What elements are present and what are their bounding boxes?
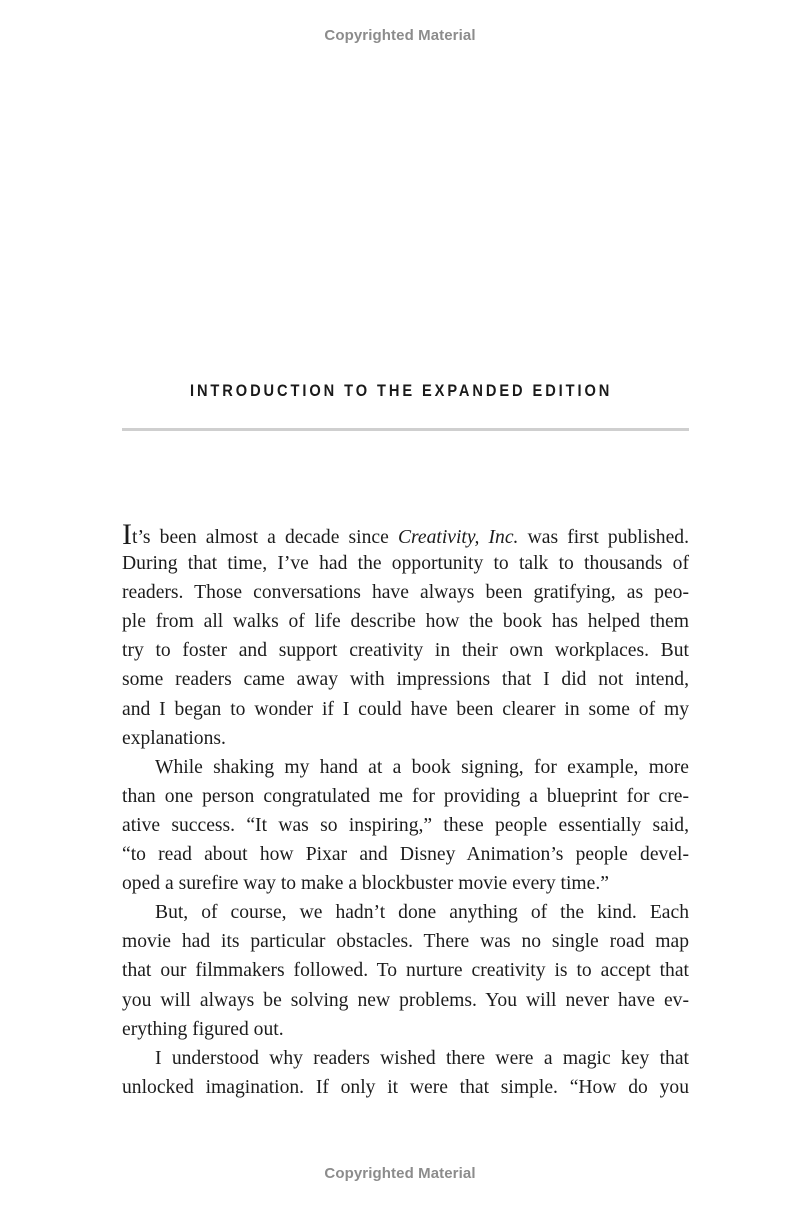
paragraph-1-line: ple from all walks of life describe how the book has helped them: [122, 611, 689, 633]
paragraph-1-line-1-end: was first published.: [518, 527, 690, 548]
paragraph-4-line: unlocked imagination. If only it were that simple. “How do you: [122, 1076, 689, 1098]
body-text: [122, 520, 689, 1102]
paragraph-1-line: readers. Those conversations have always been gratifying, as peo-: [122, 582, 689, 604]
paragraph-2-line: than one person congratulated me for providing a blueprint for cre-: [122, 785, 689, 807]
copyright-watermark-top: Copyrighted Material: [324, 27, 476, 44]
chapter-title: INTRODUCTION TO THE EXPANDED EDITION: [189, 381, 613, 400]
paragraph-2-line: ative success. “It was so inspiring,” these people essentially said,: [122, 814, 689, 836]
paragraph-3-line: But, of course, we hadn’t done anything of the kind. Each: [155, 902, 689, 924]
paragraph-1-line: During that time, I’ve had the opportunity to talk to thousands of: [122, 553, 689, 575]
copyright-watermark-bottom: Copyrighted Material: [324, 1165, 476, 1182]
paragraph-3-line: erything figured out.: [122, 1018, 284, 1040]
heading-divider: [122, 428, 689, 431]
paragraph-1-line: try to foster and support creativity in their own workplaces. But: [122, 640, 689, 662]
paragraph-2-line: oped a surefire way to make a blockbuster movie every time.”: [122, 873, 609, 895]
paragraph-4-line: I understood why readers wished there were a magic key that: [155, 1047, 689, 1069]
paragraph-3-line: that our filmmakers followed. To nurture creativity is to accept that: [122, 960, 689, 982]
paragraph-1-line-1-start: t’s been almost a decade since: [132, 527, 398, 548]
paragraph-2-line: “to read about how Pixar and Disney Animation’s people devel-: [122, 844, 689, 866]
paragraph-1-line: some readers came away with impressions that I did not intend,: [122, 669, 689, 691]
paragraph-1-line: explanations.: [122, 727, 226, 749]
paragraph-2-line: While shaking my hand at a book signing, for example, more: [155, 756, 689, 778]
drop-cap: I: [122, 518, 132, 551]
paragraph-1-line-1: [122, 520, 689, 549]
book-title: Creativity, Inc.: [397, 527, 519, 548]
paragraph-3-line: movie had its particular obstacles. There was no single road map: [122, 931, 689, 953]
paragraph-3-line: you will always be solving new problems. You will never have ev-: [122, 989, 689, 1011]
paragraph-1-line: and I began to wonder if I could have been clearer in some of my: [122, 698, 689, 720]
